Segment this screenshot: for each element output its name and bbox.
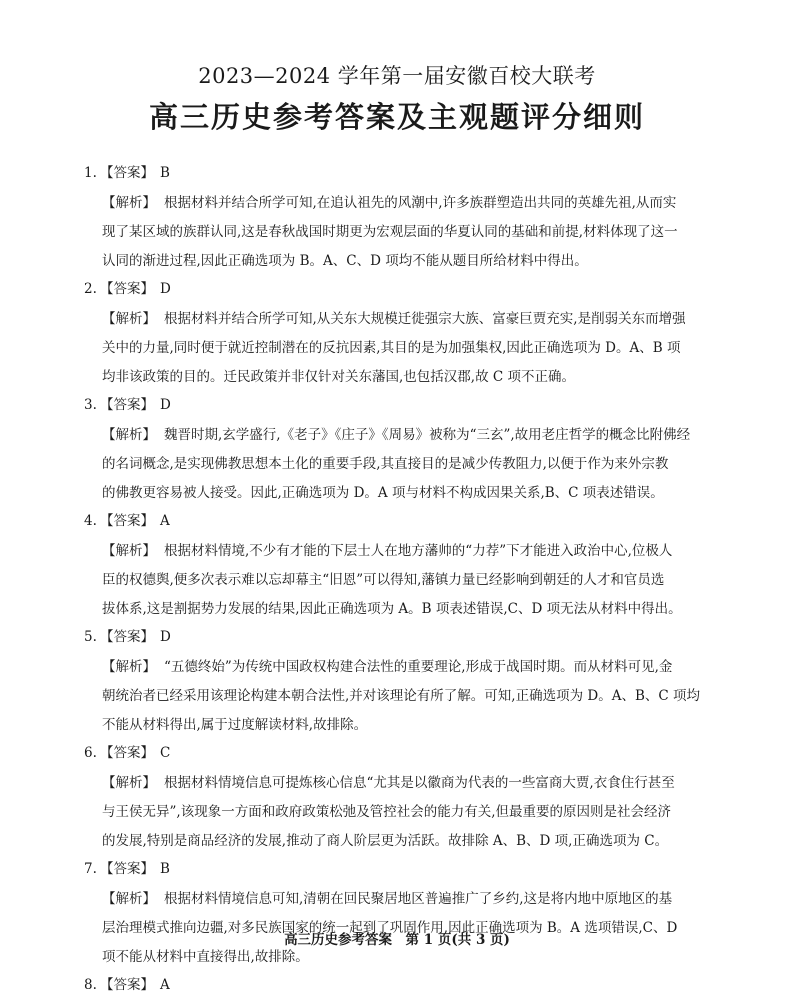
answer-value: B bbox=[160, 861, 170, 877]
analysis-section bbox=[102, 653, 712, 740]
analysis-text: 的佛教更容易被人接受。因此,正确选项为 D。A 项与材料不构成因果关系,B、C 项表述错误。 bbox=[102, 485, 664, 501]
analysis-text: 朝统治者已经采用该理论构建本朝合法性,并对该理论有所了解。可知,正确选项为 D。A、B、C 项均 bbox=[102, 688, 700, 704]
answer-tag: 【答案】 bbox=[100, 281, 154, 297]
analysis-text: 关中的力量,同时便于就近控制潜在的反抗因素,其目的是为加强集权,因此正确选项为 D。A、B 项 bbox=[102, 340, 681, 356]
answer-value: D bbox=[160, 281, 171, 297]
answer-value: A bbox=[160, 513, 170, 529]
analysis-tag: 【解析】 bbox=[102, 659, 156, 675]
analysis-tag: 【解析】 bbox=[102, 891, 156, 907]
analysis-text: 的发展,特别是商品经济的发展,推动了商人阶层更为活跃。故排除 A、B、D 项,正确选项为 C。 bbox=[102, 833, 669, 849]
analysis-text: 均非该政策的目的。迁民政策并非仅针对关东藩国,也包括汉郡,故 C 项不正确。 bbox=[102, 369, 575, 385]
question-number: 4. bbox=[84, 513, 97, 529]
answer-line bbox=[84, 740, 712, 769]
answer-tag: 【答案】 bbox=[100, 165, 154, 181]
analysis-line bbox=[102, 189, 712, 218]
question-number: 6. bbox=[84, 745, 97, 761]
analysis-line bbox=[102, 450, 712, 479]
analysis-text: 根据材料并结合所学可知,在追认祖先的风潮中,许多族群塑造出共同的英雄先祖,从而实 bbox=[164, 195, 677, 211]
answer-line bbox=[84, 392, 712, 421]
analysis-text: 的名词概念,是实现佛教思想本土化的重要手段,其直接目的是减少传教阻力,以便于作为来外宗教 bbox=[102, 456, 669, 472]
analysis-section bbox=[102, 189, 712, 276]
analysis-section bbox=[102, 769, 712, 856]
question-block bbox=[84, 624, 712, 740]
analysis-text: 现了某区域的族群认同,这是春秋战国时期更为宏观层面的华夏认同的基础和前提,材料体现了这一 bbox=[102, 224, 678, 240]
answer-line bbox=[84, 972, 712, 1001]
answer-value: B bbox=[160, 165, 170, 181]
analysis-tag: 【解析】 bbox=[102, 775, 156, 791]
answer-tag: 【答案】 bbox=[100, 513, 154, 529]
analysis-section bbox=[102, 885, 712, 972]
analysis-line bbox=[102, 363, 712, 392]
question-number: 1. bbox=[84, 165, 97, 181]
answer-value: C bbox=[160, 745, 171, 761]
analysis-line bbox=[102, 537, 712, 566]
analysis-tag: 【解析】 bbox=[102, 543, 156, 559]
analysis-line bbox=[102, 682, 712, 711]
analysis-line bbox=[102, 305, 712, 334]
analysis-section bbox=[102, 421, 712, 508]
question-number: 8. bbox=[84, 977, 97, 993]
analysis-line bbox=[102, 885, 712, 914]
analysis-tag: 【解析】 bbox=[102, 311, 156, 327]
analysis-line bbox=[102, 711, 712, 740]
analysis-line bbox=[102, 479, 712, 508]
answer-tag: 【答案】 bbox=[100, 397, 154, 413]
question-block bbox=[84, 392, 712, 508]
analysis-line bbox=[102, 653, 712, 682]
analysis-line bbox=[102, 798, 712, 827]
answer-tag: 【答案】 bbox=[100, 745, 154, 761]
analysis-line bbox=[102, 334, 712, 363]
analysis-tag: 【解析】 bbox=[102, 427, 156, 443]
answer-line bbox=[84, 160, 712, 189]
question-block bbox=[84, 972, 712, 1001]
answer-value: A bbox=[160, 977, 170, 993]
analysis-text: 根据材料情境信息可知,清朝在回民聚居地区普遍推广了乡约,这是将内地中原地区的基 bbox=[164, 891, 673, 907]
analysis-text: 不能从材料得出,属于过度解读材料,故排除。 bbox=[102, 717, 368, 733]
analysis-text: “五德终始”为传统中国政权构建合法性的重要理论,形成于战国时期。而从材料可见,金 bbox=[164, 659, 673, 675]
analysis-text: 与王侯无异”,该现象一方面和政府政策松弛及管控社会的能力有关,但最重要的原因则是社会经济 bbox=[102, 804, 671, 820]
question-block bbox=[84, 508, 712, 624]
analysis-section bbox=[102, 537, 712, 624]
analysis-text: 项不能从材料中直接得出,故排除。 bbox=[102, 949, 309, 965]
analysis-line bbox=[102, 827, 712, 856]
question-block bbox=[84, 276, 712, 392]
answer-tag: 【答案】 bbox=[100, 629, 154, 645]
analysis-text: 臣的权德舆,便多次表示难以忘却幕主“旧恩”可以得知,藩镇力量已经影响到朝廷的人才和官员选 bbox=[102, 572, 665, 588]
analysis-text: 根据材料并结合所学可知,从关东大规模迁徙强宗大族、富豪巨贾充实,是削弱关东而增强 bbox=[164, 311, 686, 327]
answer-value: D bbox=[160, 397, 171, 413]
analysis-line bbox=[102, 769, 712, 798]
analysis-text: 根据材料情境,不少有才能的下层士人在地方藩帅的“力荐”下才能进入政治中心,位极人 bbox=[164, 543, 673, 559]
exam-title: 2023—2024 学年第一届安徽百校大联考 bbox=[198, 64, 596, 88]
analysis-text: 认同的渐进过程,因此正确选项为 B。A、C、D 项均不能从题目所给材料中得出。 bbox=[102, 253, 588, 269]
page-footer: 高三历史参考答案 第 1 页(共 3 页) bbox=[284, 932, 510, 948]
answer-value: D bbox=[160, 629, 171, 645]
analysis-text: 根据材料情境信息可提炼核心信息“尤其是以徽商为代表的一些富商大贾,衣食住行甚至 bbox=[164, 775, 675, 791]
analysis-line bbox=[102, 247, 712, 276]
analysis-line bbox=[102, 595, 712, 624]
question-block bbox=[84, 856, 712, 972]
question-number: 2. bbox=[84, 281, 97, 297]
document-title: 高三历史参考答案及主观题评分细则 bbox=[148, 100, 645, 134]
analysis-text: 魏晋时期,玄学盛行,《老子》《庄子》《周易》被称为“三玄”,故用老庄哲学的概念比附佛经 bbox=[164, 427, 691, 443]
analysis-text: 层治理模式推向边疆,对多民族国家的统一起到了巩固作用,因此正确选项为 B。A 选项错误,C、D bbox=[102, 920, 678, 936]
analysis-line bbox=[102, 421, 712, 450]
analysis-text: 拔体系,这是割据势力发展的结果,因此正确选项为 A。B 项表述错误,C、D 项无法从材料中得出。 bbox=[102, 601, 682, 617]
answer-line bbox=[84, 624, 712, 653]
analysis-line bbox=[102, 218, 712, 247]
analysis-section bbox=[102, 305, 712, 392]
question-number: 7. bbox=[84, 861, 97, 877]
analysis-line bbox=[102, 566, 712, 595]
answer-line bbox=[84, 856, 712, 885]
question-block bbox=[84, 160, 712, 276]
analysis-tag: 【解析】 bbox=[102, 195, 156, 211]
answer-line bbox=[84, 508, 712, 537]
answer-tag: 【答案】 bbox=[100, 861, 154, 877]
question-number: 5. bbox=[84, 629, 97, 645]
question-block bbox=[84, 740, 712, 856]
answer-list bbox=[84, 160, 712, 1001]
answer-tag: 【答案】 bbox=[100, 977, 154, 993]
answer-line bbox=[84, 276, 712, 305]
question-number: 3. bbox=[84, 397, 97, 413]
